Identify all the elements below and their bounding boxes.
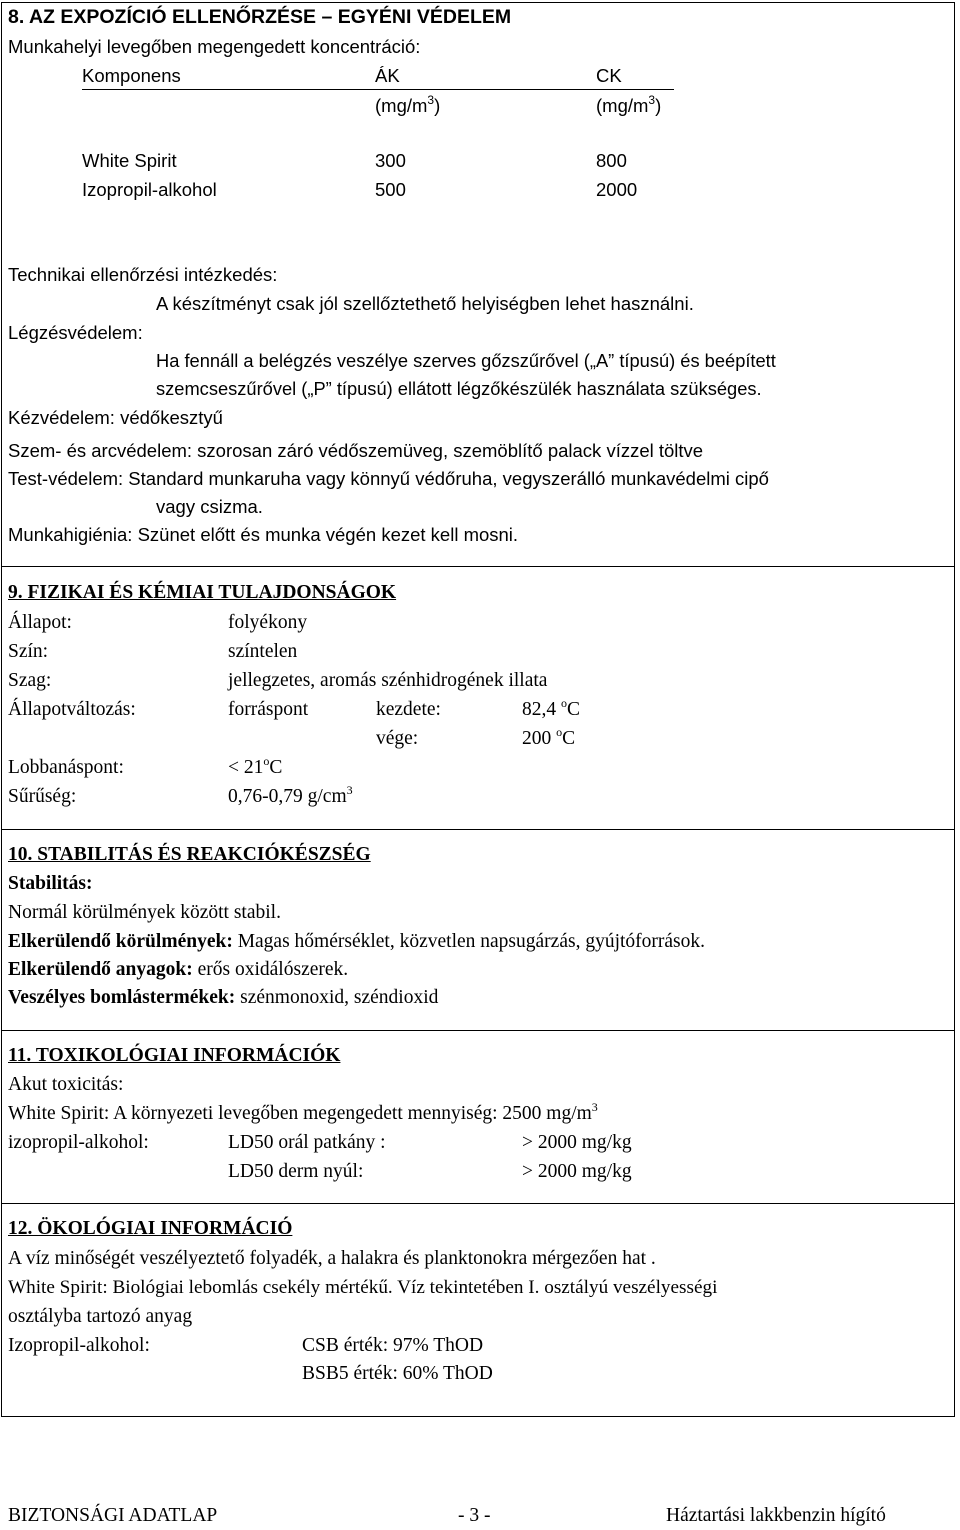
- unit-ak: $(mg/m^3)$: [375, 93, 441, 116]
- body-protection: [8, 470, 769, 489]
- body-label: Test-védelem:: [8, 468, 124, 489]
- eco-line-2: White Spirit: Biológiai lebomlás csekély mértékű. Víz tekintetében I. osztályú veszélyességi: [8, 1277, 718, 1298]
- section-8-title: 8. AZ EXPOZÍCIÓ ELLENŐRZÉSE – EGYÉNI VÉDELEM: [8, 6, 512, 28]
- eco-ipa-label: Izopropil-alkohol:: [8, 1335, 150, 1356]
- section-11-title: 11. TOXIKOLÓGIAI INFORMÁCIÓK: [8, 1045, 341, 1066]
- decomposition: [8, 988, 438, 1008]
- avoid-conditions: [8, 932, 705, 952]
- eco-line-3: osztályba tartozó anyag: [8, 1306, 193, 1327]
- section-12-title: 12. ÖKOLÓGIAI INFORMÁCIÓ: [8, 1218, 293, 1239]
- boiling-start-label: kezdete:: [376, 699, 441, 720]
- white-spirit-tox: White Spirit: A környezeti levegőben megengedett mennyiség: 2500 $mg/m^3$: [8, 1100, 598, 1124]
- eye-label: Szem- és arcvédelem:: [8, 440, 193, 461]
- color-value: színtelen: [228, 641, 298, 662]
- flash-value: < $21^oC$: [228, 754, 283, 778]
- table-row-2-ck: 2000: [596, 179, 638, 200]
- section-10-title: 10. STABILITÁS ÉS REAKCIÓKÉSZSÉG: [8, 844, 371, 865]
- avoid-conditions-label: Elkerülendő körülmények:: [8, 931, 233, 952]
- table-row-1-component: White Spirit: [82, 150, 177, 171]
- resp-line2: szemcseszűrővel („P” típusú) ellátott légzőkészülék használata szükséges.: [156, 378, 762, 399]
- divider-11-12: [1, 1203, 955, 1204]
- table-row-1-ck: 800: [596, 150, 627, 171]
- table-header-ck: CK: [596, 65, 622, 86]
- ld50-oral-value: > 2000 mg/kg: [522, 1132, 632, 1153]
- document-frame: [1, 2, 955, 1417]
- divider-10-11: [1, 1030, 955, 1031]
- density-label: Sűrűség:: [8, 786, 77, 807]
- bsb-value: BSB5 érték: 60% ThOD: [302, 1363, 493, 1384]
- state-label: Állapot:: [8, 612, 72, 633]
- table-row-2-ak: 500: [375, 179, 406, 200]
- boiling-end-label: vége:: [376, 728, 419, 749]
- stability-label: Stabilitás:: [8, 873, 93, 894]
- table-header-component: Komponens: [82, 65, 181, 86]
- stability-text: Normál körülmények között stabil.: [8, 902, 281, 923]
- odor-value: jellegzetes, aromás szénhidrogének illata: [228, 670, 548, 691]
- footer-left: BIZTONSÁGI ADATLAP: [8, 1505, 218, 1526]
- acute-toxicity: Akut toxicitás:: [8, 1074, 124, 1095]
- table-header-underline: [82, 89, 674, 90]
- avoid-materials-text: erős oxidálószerek.: [192, 959, 349, 980]
- hand-text: védőkesztyű: [114, 407, 223, 428]
- resp-line1: Ha fennáll a belégzés veszélye szerves gőzszűrővel („A” típusú) és beépített: [156, 350, 776, 371]
- flash-label: Lobbanáspont:: [8, 757, 124, 778]
- body-text: Standard munkaruha vagy könnyű védőruha, vegyszerálló munkavédelmi cipő: [123, 468, 769, 489]
- divider-9-10: [1, 829, 955, 830]
- hand-protection: [8, 409, 223, 428]
- hygiene: Munkahigiénia: Szünet előtt és munka végén kezet kell mosni.: [8, 524, 519, 545]
- footer-page-number: - 3 -: [458, 1505, 491, 1526]
- tech-text: A készítményt csak jól szellőztethető helyiségben lehet használni.: [156, 293, 694, 314]
- eye-protection: [8, 442, 703, 461]
- footer-right: Háztartási lakkbenzin hígító: [666, 1505, 886, 1526]
- decomposition-label: Veszélyes bomlástermékek:: [8, 987, 236, 1008]
- boiling-end-value: 200 $^o$C: [522, 725, 576, 749]
- ipa-tox-label: izopropil-alkohol:: [8, 1132, 149, 1153]
- table-row-1-ak: 300: [375, 150, 406, 171]
- color-label: Szín:: [8, 641, 49, 662]
- ld50-derm-value: > 2000 mg/kg: [522, 1161, 632, 1182]
- avoid-materials-label: Elkerülendő anyagok:: [8, 959, 193, 980]
- table-header-ak: ÁK: [375, 65, 400, 86]
- boiling-start-value: 82,4 $^o$C: [522, 696, 581, 720]
- density-value: 0,76-0,79 $g/cm^3$: [228, 783, 353, 807]
- eye-text: szorosan záró védőszemüveg, szemöblítő palack vízzel töltve: [192, 440, 704, 461]
- body-text-2: vagy csizma.: [156, 496, 263, 517]
- tech-label: Technikai ellenőrzési intézkedés:: [8, 264, 278, 285]
- section-9-title: 9. FIZIKAI ÉS KÉMIAI TULAJDONSÁGOK: [8, 582, 397, 603]
- odor-label: Szag:: [8, 670, 52, 691]
- table-row-2-component: Izopropil-alkohol: [82, 179, 217, 200]
- divider-8-9: [1, 566, 955, 567]
- ld50-oral-label: LD50 orál patkány :: [228, 1132, 386, 1153]
- change-value: forráspont: [228, 699, 309, 720]
- ld50-derm-label: LD50 derm nyúl:: [228, 1161, 364, 1182]
- hand-label: Kézvédelem:: [8, 407, 115, 428]
- csb-value: CSB érték: 97% ThOD: [302, 1335, 484, 1356]
- change-label: Állapotváltozás:: [8, 699, 136, 720]
- eco-line-1: A víz minőségét veszélyeztető folyadék, a halakra és planktonokra mérgezően hat .: [8, 1248, 656, 1269]
- avoid-conditions-text: Magas hőmérséklet, közvetlen napsugárzás, gyújtóforrások.: [232, 931, 706, 952]
- resp-label: Légzésvédelem:: [8, 322, 143, 343]
- avoid-materials: [8, 960, 348, 980]
- unit-ck: $(mg/m^3)$: [596, 93, 662, 116]
- decomposition-text: szénmonoxid, széndioxid: [235, 987, 439, 1008]
- state-value: folyékony: [228, 612, 308, 633]
- section-8-intro: Munkahelyi levegőben megengedett koncentráció:: [8, 36, 421, 57]
